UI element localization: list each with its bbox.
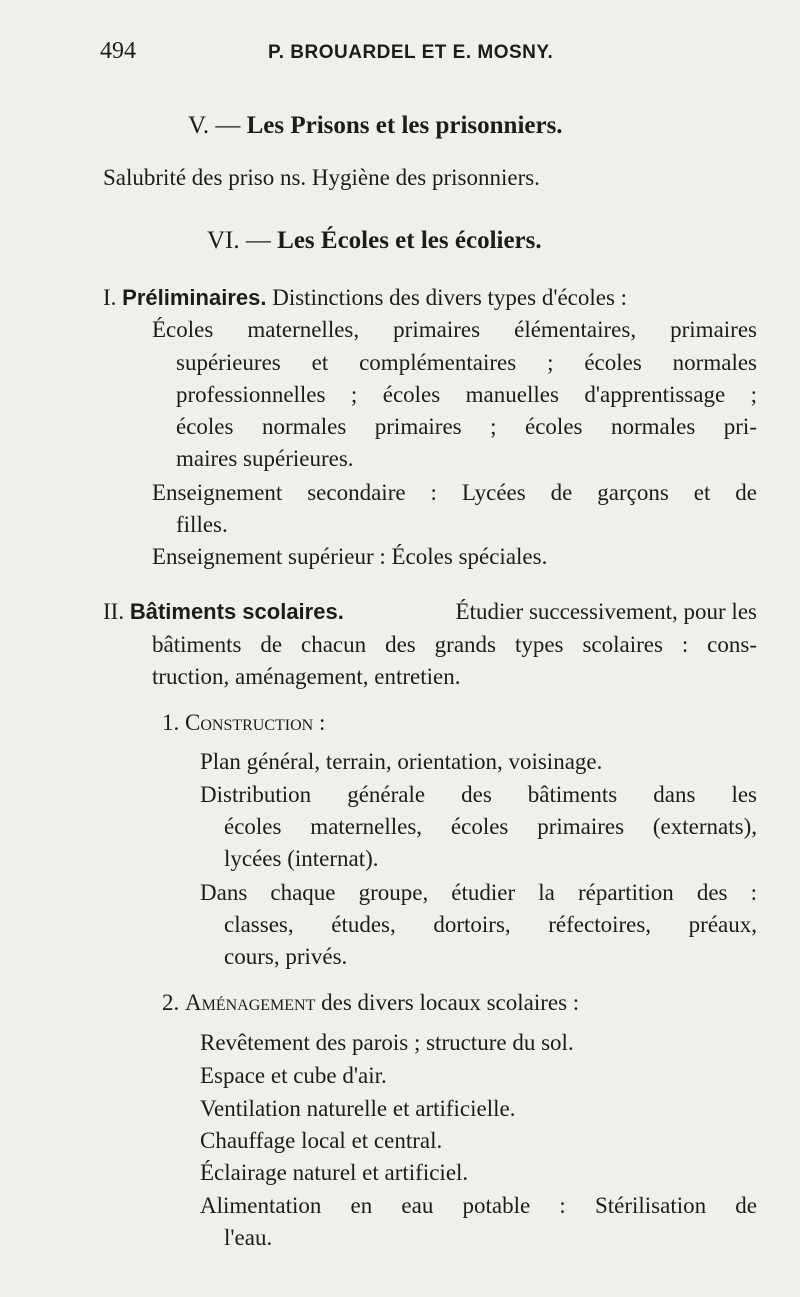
amenagement-number: 2. — [162, 990, 180, 1015]
section-v-title — [188, 112, 563, 140]
part-ii-intro: Étudier successivement, pour les — [455, 599, 757, 624]
part-i-line: professionnelles ; écoles manuelles d'apprentissage ; — [176, 382, 757, 407]
construction-heading — [162, 708, 325, 738]
construction-line: Dans chaque groupe, étudier la répartition des : — [200, 880, 757, 905]
section-vi-number: VI. — — [207, 227, 271, 254]
amenagement-line: Revêtement des parois ; structure du sol. — [200, 1030, 574, 1055]
amenagement-heading — [162, 988, 579, 1018]
part-i-intro-line — [103, 283, 627, 313]
page-number: 494 — [100, 38, 136, 64]
running-head: P. BROUARDEL ET E. MOSNY. — [268, 42, 554, 63]
section-vi-heading: Les Écoles et les écoliers. — [277, 227, 542, 254]
part-ii-line: truction, aménagement, entretien. — [152, 664, 461, 689]
part-ii-numeral: II. — [103, 599, 125, 624]
amenagement-line: Ventilation naturelle et artificielle. — [200, 1096, 516, 1121]
amenagement-line: Espace et cube d'air. — [200, 1063, 387, 1088]
construction-line: lycées (internat). — [224, 846, 379, 871]
construction-line: écoles maternelles, écoles primaires (externats), — [224, 814, 757, 839]
amenagement-suffix: des divers locaux scolaires : — [315, 990, 580, 1015]
construction-label: Construction — [185, 710, 314, 735]
part-ii-line: bâtiments de chacun des grands types scolaires : cons- — [152, 632, 757, 657]
section-v-body: Salubrité des priso ns. Hygiène des prisonniers. — [103, 165, 540, 190]
part-i-line: Enseignement supérieur : Écoles spéciales. — [152, 544, 548, 569]
construction-line: classes, études, dortoirs, réfectoires, préaux, — [224, 912, 757, 937]
construction-number: 1. — [162, 710, 180, 735]
part-i-line: Écoles maternelles, primaires élémentaires, primaires — [152, 317, 757, 342]
amenagement-line: Alimentation en eau potable : Stérilisation de — [200, 1193, 757, 1218]
part-i-line: supérieures et complémentaires ; écoles normales — [176, 350, 757, 375]
part-i-line: filles. — [176, 512, 228, 537]
part-i-numeral: I. — [103, 285, 117, 310]
part-ii-heading: Bâtiments scolaires. — [129, 599, 344, 624]
amenagement-line: Éclairage naturel et artificiel. — [200, 1160, 469, 1185]
section-v-number: V. — — [188, 112, 241, 139]
page-header — [100, 38, 760, 68]
part-i-line: Enseignement secondaire : Lycées de garçons et de — [152, 480, 757, 505]
amenagement-line: Chauffage local et central. — [200, 1128, 443, 1153]
section-v-heading: Les Prisons et les prisonniers. — [246, 112, 563, 139]
part-i-heading: Préliminaires. — [122, 285, 267, 310]
construction-suffix: : — [313, 710, 326, 735]
part-ii-lead — [103, 597, 344, 627]
construction-line: Distribution générale des bâtiments dans les — [200, 782, 757, 807]
part-i-intro: Distinctions des divers types d'écoles : — [272, 285, 628, 310]
part-i-line: maires supérieures. — [176, 446, 354, 471]
construction-line: Plan général, terrain, orientation, voisinage. — [200, 749, 603, 774]
part-i-line: écoles normales primaires ; écoles normales pri- — [176, 414, 757, 439]
amenagement-line: l'eau. — [224, 1225, 273, 1250]
construction-line: cours, privés. — [224, 944, 348, 969]
section-vi-title — [207, 227, 542, 255]
part-ii-intro-line — [103, 597, 757, 627]
amenagement-label: Aménagement — [185, 990, 316, 1015]
